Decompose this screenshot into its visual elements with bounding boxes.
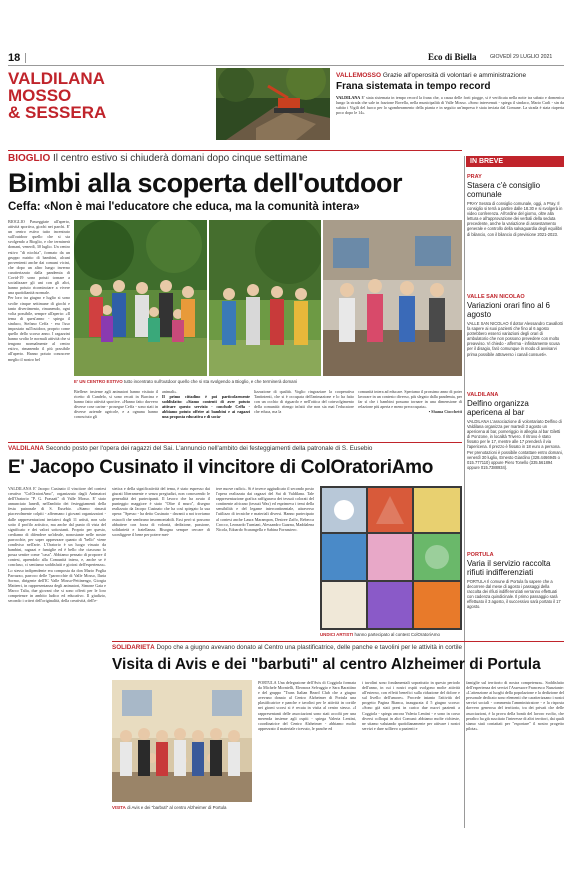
story2-col3: tere nuove radici». Si è invece aggiudicato il secondo posto l'opera realizzata dai ragazzi del Sai di Valdilana. Tale rappresentazione grafica raffigurava dei tessuti colorati del continente africano (tessuti Wax) ed esprimeva i temi della sensibilità e del legame intercontinentale, attraverso l'utilizzo di tecniche e materiali diversi. Hanno partecipato al contest anche Laura Marampon, Desiree Zaffo, Rebecca Crocco, Leonardo Turniani, Alessandro Guarna, Maddalena Nicola, Edoardo Scarangella e Sabina Fornasiero.: [216, 486, 314, 532]
main-story-col1-text: BIOGLIO Passeggiate all'aperto, attività sportiva, giochi nei parchi. E' un centro estivo tutto incentrato sull'outdoor quello che si sta svolgendo a Bioglio, e che terminerà domani, venerdì, 30 luglio. Un centro estivo "di nicchia", formato da un gruppo nutrito di bambini, alcuni provenienti anche dai comuni vicini, che dopo un altro lungo inverno caratterizzato dalla pandemia di Covid-19 sono potuti tornare a socializzare gli uni con gli altri, hanno potuto ricominciare a vivere una quotidianità normale.: [8, 219, 70, 296]
main-story-kicker-line: [8, 153, 462, 165]
main-story-col3-text: animali».: [162, 389, 178, 394]
brief-title: Variazioni orari fino al 6 agosto: [467, 301, 551, 319]
main-story-col4: lizzazione di qualità. Voglio ringraziare la cooperativa Tantintenti, che si è occupata dell'animazione e lo ha fatto con un occhio di riguardo e nell'ottica del coinvolgimento della comunità: ritengo infatti che non sia mai l'educatore che educa, ma la: [254, 389, 354, 415]
brief-item-pray: [467, 174, 563, 259]
story2-kicker-line: [8, 445, 464, 453]
main-story-kicker-text: Il centro estivo si chiuderà domani dopo cinque settimane: [53, 153, 308, 164]
page-number: 18: [8, 52, 21, 64]
story2-caption-text: hanno partecipato al contest ColOratoriAmo: [354, 632, 440, 637]
story2-caption-kicker: UNDICI ARTISTI: [320, 632, 354, 637]
brief-place: PRAY: [467, 174, 482, 180]
header-rule: [8, 65, 564, 66]
alzheimer-center-photo: [112, 680, 252, 802]
top-story-kicker-line: [336, 72, 564, 80]
top-story-lead: VALDILANA: [336, 95, 361, 100]
story3-kicker-line: [112, 644, 564, 652]
top-story-body: [336, 95, 564, 147]
brief-title: Varia il servizio raccolta rifiuti indifferenziati: [467, 559, 551, 577]
main-story-col1: [8, 219, 70, 392]
story3-kicker-text: Dopo che a giugno avevano donato al Centro una plastificatrice, delle panche e tavolini per le attività in cortile: [156, 644, 463, 651]
landslide-photo: [216, 68, 330, 140]
main-story-col5: [358, 389, 462, 439]
main-story-subtitle: Ceffa: «Non è mai l'educatore che educa, ma la comunità intera»: [8, 201, 360, 213]
brief-title: Delfino organizza apericena al bar: [467, 399, 529, 417]
header-divider: [25, 53, 26, 63]
brief-place: VALLE SAN NICOLAO: [467, 294, 525, 300]
story2-title: E' Jacopo Cusinato il vincitore di ColOratoriAmo: [8, 457, 434, 478]
sidebar-divider: [464, 156, 465, 828]
main-story-byline-name: Shama Ciocchetti: [431, 409, 462, 415]
main-story-caption: [74, 379, 462, 384]
story3-title: Visita di Avis e dei "barbuti" al centro Alzheimer di Portula: [112, 656, 541, 673]
story2-caption: [320, 632, 462, 637]
story3-col1: PORTULA Una delegazione dell'Avis di Coggiola formata da Michele Mornielli, Eleonora Selvaggio e Sara Barattino e del gruppo "Trans Italian Beard Club che a giugno avevano donato al Centro Alzheimer di Portula una plastificatrice e panche e tavolini per le attività in cortile nei giorni scorsi si è recata in visita al centro stesso. «I rappresentanti delle associazioni sono stati accolti per una merenda insieme agli ospiti - spiega Valeria Lentini, coordinatrice del Centro Alzheimer - abbiamo molto apprezzato il materiale ricevuto, le panche ed: [258, 680, 356, 731]
main-story-caption-kicker: E' UN CENTRO ESTIVO: [74, 379, 123, 384]
top-story-text: E' stata sistemata in tempo record la frana che, a causa delle forti piogge, si è verificata nella notte tra sabato e domenica lungo la strada che sale in frazione Bovella, nella municipalità di Valle Mosso. «Sono intervenuti - spiega il sindaco, Mario Carli - sin da subito i Vigili del fuoco per lo sgomberamento della pianta e in seguito un'impresa è stata inviata dal Comune. La strada è stata riaperta poco dopo le 14».: [336, 95, 564, 116]
brief-body: PORTULA Il comune di Portula fa sapere che a decorrere dal mese di agosto i passaggi della raccolta dei rifiuti indifferenziati verranno effettuati con cadenza quindicinale. Il primo passaggio sarà effettuato il 3 agosto, il successivo sarà portato il 17 agosto.: [467, 579, 561, 610]
main-story-title: Bimbi alla scoperta dell'outdoor: [8, 168, 402, 198]
brief-place: VALDILANA: [467, 392, 499, 398]
story2-col1: VALDILANA E' Jacopo Cusinato il vincitore del contest creativo "ColOratoriAmo", organizzato dagli Animatori dell'Oratorio "P. G. Frassati" di Valle Mosso. E' stato annunciato lunedì, nell'ambito dei festeggiamenti della festa patronale di S. Eusebio. «Siamo rimasti piacevolmente colpiti - affermano i giovani organizzatori - dalle rappresentazioni inviateci dagli 11 artisti, non solo sotto il profilo artistico, ma anche dal punto di vista del significato e dei valori sottostanti. Proprio per questo, crediamo di difendere un'ideale, nonostante nelle nostre parrocchie, per saper apprezzare quanto di "bello" viene condiviso nell'arte. L'Oratorio è un luogo vissuto da bambini, ragazzi e famiglie ed è bello che ciascuno lo possa sentire come "casa". Abbiamo pensato di proporre il contest, aprendolo alla Comunità intera, e, anche se è concluso, ci sentiamo soddisfatti e gioiosi dell'esperienza». Lo stesso indipendente era composta da don Mario Poglia Parruzzo, parroco delle 7parrocchie di Valle Mosso, Ilaria Sormo, dirigente dell'IC Valle Mosso-Pettinengo, Giorgia Matteeri, in rappresentanza degli animatori, Simone Gaia e Marco Talia, due giovani che si sono offerti per le loro competenze in ambito ludico ed educativo. Il giudizio, secondo i criteri dell'originalità, della creatività, dell'e-: [8, 486, 106, 604]
page-header: [8, 52, 564, 64]
main-story-byline: • Shama Ciocchetti: [428, 409, 462, 415]
story3-caption-text: di Avis e dei "barbuti" al centro Alzheimer di Portula: [127, 805, 227, 810]
brief-item-valle-san-nicolao: [467, 294, 563, 393]
brief-title: Stasera c'è consiglio comunale: [467, 181, 541, 199]
main-story-col2: Biellese: insieme agli animatori hanno visitato il ricetto di Candelo, si sono recati in Burcina e hanno fatto attività sportive. «Hanno fatto davvero diverse cose carine - prosegue Ceffa - sono stati in diverse aziende agricole, e a ognuna hanno conosciuto gli: [74, 389, 158, 420]
brand-name: Eco di Biella: [428, 52, 477, 62]
brief-item-valdilana: [467, 392, 563, 539]
main-story-col3: [162, 389, 250, 439]
story3-rule: [112, 641, 564, 642]
brief-place: PORTULA: [467, 552, 494, 558]
story2-rule: [8, 442, 462, 443]
sidebar-header-label: IN BREVE: [470, 158, 504, 165]
issue-date: GIOVEDÌ 29 LUGLIO 2021: [490, 54, 553, 60]
section-title-line2: MOSSO: [8, 86, 72, 105]
story3-col2: i tavolini sono fondamentali soprattutto in questo periodo dell'anno, in cui i nostri ospiti svolgono molte attività all'esterno, con effetti benefici sulla riduzione del dolore e sul livello dell'umore». Procede intanto l'attività del progetto Pagina Bianca, inaugurata il 5 giugno scorso: «Sono già stati presi in carico due nuovi pazienti a Coggiola - spiega ancora Valeria Lentini - e sono in corso diversi colloqui in altri Comuni: abbiamo molte richieste, ne stiamo valutando quotidianamente per attivare i nostri servizi e dare sollievo a pazienti e: [362, 680, 460, 731]
story2-col2: stetica e della significatività del tema, è stato espresso dai giurati liberamente e senza pregiudizi, non conoscendo le generalità dei partecipanti. Il lavoro che ha avuto il punteggio maggiore è stato "Oltre il muro", disegno realizzato da Jacopo Cusinato che ha così spiegato la sua opera: "Spesso - ha detto Cusinato - davanti a noi troviamo ostacoli che sembrano insormontabili. Essi però si possono abbattere con forza di volontà, dedizione, passione, solidarietà e fratellanza. Bisogna sempre cercare di sconfiggere il bene per potere met-: [112, 486, 210, 537]
main-story-caption-text: tutto incentrato sull'outdoor quello che si sta svolgendo a Bioglio, e che terminerà domani: [123, 379, 298, 384]
top-story-kicker-text: Grazie all'operosità di volontari e amministrazione: [382, 72, 527, 79]
main-story-col1b-text: Per loro tra giugno e luglio si sono svolte cinque settimane di giochi e tanto divertimento, rimanendo, ogni volta possibile, sempre all'aperto: «Il tema di quest'anno - spiega il sindaco, Stefano Ceffa - era l'uso impostato sull'outdoor, proprio come quello dello scorso anno. I ragazzini hanno svolto le normali attività che si tengono normalmente al centro estivo, rimanendo il più possibile all'aperto. Hanno potuto conoscere meglio il nostro bel: [8, 295, 70, 362]
top-story-kicker: VALLEMOSSO: [336, 72, 382, 79]
story3-caption: [112, 805, 252, 810]
story2-kicker-text: Secondo posto per l'opera dei ragazzi del Sai. L'annuncio nell'ambito dei festeggiamenti della patronale di S. Eusebio: [45, 445, 373, 452]
brief-body: VALLE SAN NICOLAO Il dottor Alessandro Cavallotti fa sapere ai suoi pazienti che fino al 6 agosto potrebbero esserci variazioni degli orari di ambulatorio che non possono prevedere con molto preavviso. Vi chiedo - afferma - infinitamente scusa per il disagio, farò comunque in modo di avvisarvi prima possibile attraverso i canali consueti».: [467, 321, 563, 357]
section-title-line3: & SESSERA: [8, 103, 107, 122]
brief-body: VALDILANA L'associazione di volontariato Delfino di Valdilana organizza per martedì 3 agosto un apericena al bar, pomeriggio in allegria al bar Giletti di Ponzone, in località Trivero. Il ritrovo è stato fissato per le 17, mentre alle 17 prenderà il via l'apericena. Il prezzo è fissato in 18 euro a persona. Per prenotazioni è possibile contattare entro domani, venerdì 30 luglio, Ernesto Giardino (328.4466945 o 015.777110) oppure Piero Tonello (335.561894 oppure 015.7388934).: [467, 419, 563, 470]
story3-kicker: SOLIDARIETÀ: [112, 644, 155, 651]
main-story-rule: [8, 150, 462, 151]
brief-item-portula: [467, 552, 563, 639]
story2-kicker: VALDILANA: [8, 445, 44, 452]
top-story: [336, 72, 564, 147]
main-story-col3b-text: Il primo cittadino è poi particolarmente soddisfatto: «Siamo contenti di aver potuto attivare questo servizio - conclude Ceffa - abbiamo potuto offrire ai bambini e ai ragazzi una proposta educativa e di socia-: [162, 394, 250, 420]
main-story-col5-text: comunità intera ad educare. Speriamo il prossimo anno di poter lavorare in un contesto diverso, più slegato dalla pandemia, per far sì che i bambini possano tornare in una dimensione di relazione più aperta e meno preoccupata».: [358, 389, 462, 410]
brief-body: PRAY Serata di consiglio comunale, oggi, a Pray. Il consiglio si terrà a partire dalle 18.30 e si svolgerà in video conferenza. All'ordine del giorno, oltre alla lettura e all'approvazione dei verbali della seduta precedente, anche la variazione di assestamento generale e controllo della salvaguardia degli equilibri di bilancio, con il bilancio di previsione 2021-2023.: [467, 201, 563, 237]
summer-camp-photo-2: [209, 220, 321, 376]
sidebar-header: [466, 156, 564, 167]
story3-col3: famiglie sul territorio di nostra competenza». Soddisfatto dell'esperienza dei servizi l'Assessore Francesco Nunziante: «L'attenzione ai luoghi della popolazione e la dedizione del personale dedicato sono elementi che caratterizzano i nostri servizi sociali - commenta l'amministratore - e la risposta davvero generosa del territorio, tra dei privati che delle associazioni, è la prova della bontà del lavoro svolto, che peraltro ha già suscitato l'interesse di altri territori, dai quali siamo stati contattati per "esportare" il nostro progetto pilota».: [466, 680, 564, 731]
section-title: [8, 70, 158, 121]
artwork-collage-photo: [320, 486, 462, 630]
summer-camp-photo-1: [74, 220, 207, 376]
top-story-title: Frana sistemata in tempo record: [336, 81, 491, 92]
summer-camp-photo-3: [323, 220, 462, 376]
section-title-line1: VALDILANA: [8, 69, 105, 88]
story3-caption-kicker: VISITA: [112, 805, 126, 810]
main-story-kicker: BIOGLIO: [8, 153, 51, 164]
